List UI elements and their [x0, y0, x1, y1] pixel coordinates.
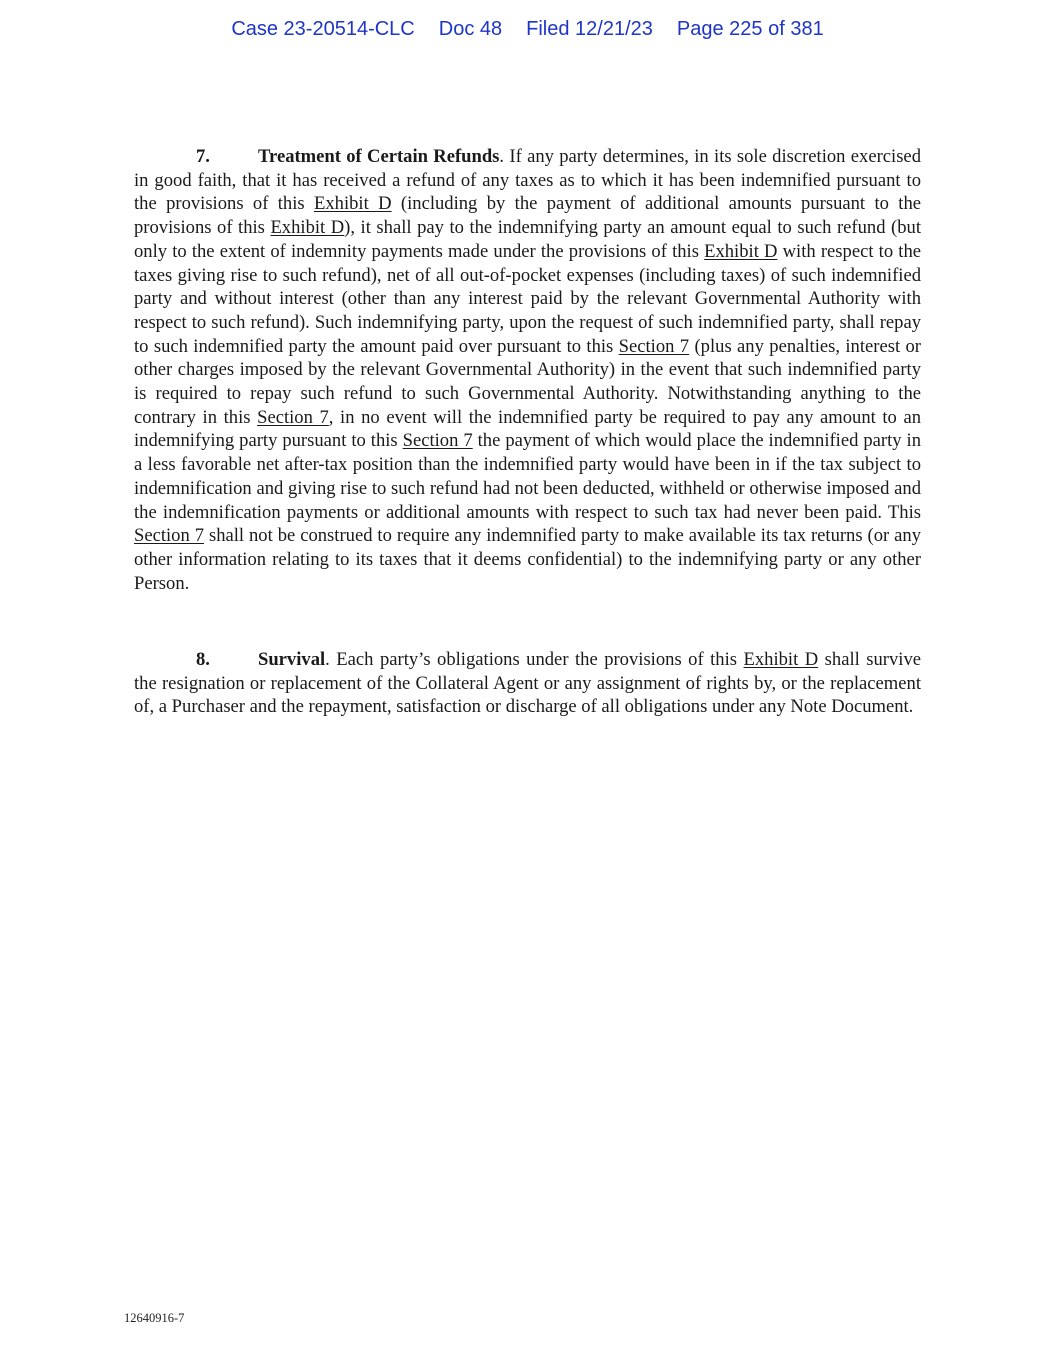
section-7-text: ), it shall pay to the indemnifying party an amount equal to such refund (but only to the extent of indemnity payments made under the provisions of this	[134, 217, 921, 262]
page-number: Page 225 of 381	[676, 18, 824, 40]
section-7-paragraph	[134, 145, 921, 595]
section-7-text: shall not be construed to require any indemnified party to make available its tax returns (or any other information relating to its taxes that it deems confidential) to the indemnifying party or any other Person.	[134, 525, 921, 594]
section-7-reference: Section 7	[257, 406, 329, 428]
section-8-number: 8.	[196, 649, 210, 670]
court-filing-header	[0, 18, 1055, 41]
section-7-text: with respect to the taxes giving rise to such refund), net of all out-of-pocket expenses (including taxes) of such indemnified party and without interest (other than any interest paid by the relevant Governmental Authority with respect to such refund). Such indemnifying party, upon the request of such indemnified party, shall repay to such indemnified party the amount paid over pursuant to this	[134, 240, 921, 357]
section-7-text: the payment of which would place the indemnified party in a less favorable net after-tax position than the indemnified party would have been in if the tax subject to indemnification and giving rise to such refund had not been deducted, withheld or otherwise imposed and the indemnification payments or additional amounts with respect to such tax had never been paid. This	[134, 430, 922, 523]
section-8-text: . Each party’s obligations under the provisions of this	[325, 649, 744, 670]
section-7-heading: Treatment of Certain Refunds	[258, 146, 500, 167]
section-7-reference: Section 7	[402, 430, 473, 452]
document-id: 12640916-7	[124, 1311, 185, 1325]
section-7-text: , in no event will the indemnified party be required to pay any amount to an indemnifying party pursuant to this	[134, 406, 922, 452]
section-8-heading: Survival	[258, 649, 326, 670]
section-7-text: . If any party determines, in its sole discretion exercised in good faith, that it has received a refund of any taxes as to which it has been indemnified pursuant to the provisions of this	[134, 146, 921, 215]
section-7-reference: Section 7	[618, 335, 690, 357]
section-7-number: 7.	[196, 146, 210, 167]
exhibit-d-reference: Exhibit D	[314, 193, 392, 215]
docket-number: Doc 48	[438, 18, 503, 40]
section-8-paragraph	[134, 648, 921, 719]
exhibit-d-reference: Exhibit D	[704, 240, 778, 262]
exhibit-d-reference: Exhibit D	[270, 217, 345, 239]
exhibit-d-reference: Exhibit D	[743, 649, 819, 670]
section-7-text: (including by the payment of additional amounts pursuant to the provisions of this	[134, 193, 921, 239]
filed-date: Filed 12/21/23	[526, 18, 653, 40]
section-7-reference: Section 7	[134, 525, 205, 547]
case-number: Case 23-20514-CLC	[231, 18, 415, 40]
section-7-text: (plus any penalties, interest or other charges imposed by the relevant Governmental Authority) in the event that such indemnified party is required to repay such refund to such Governmental Authority. Notwithstanding anything to the contrary in this	[134, 335, 921, 428]
section-8-text: shall survive the resignation or replacement of the Collateral Agent or any assignment of rights by, or the replacement of, a Purchaser and the repayment, satisfaction or discharge of all obligations under any Note Document.	[134, 649, 922, 718]
